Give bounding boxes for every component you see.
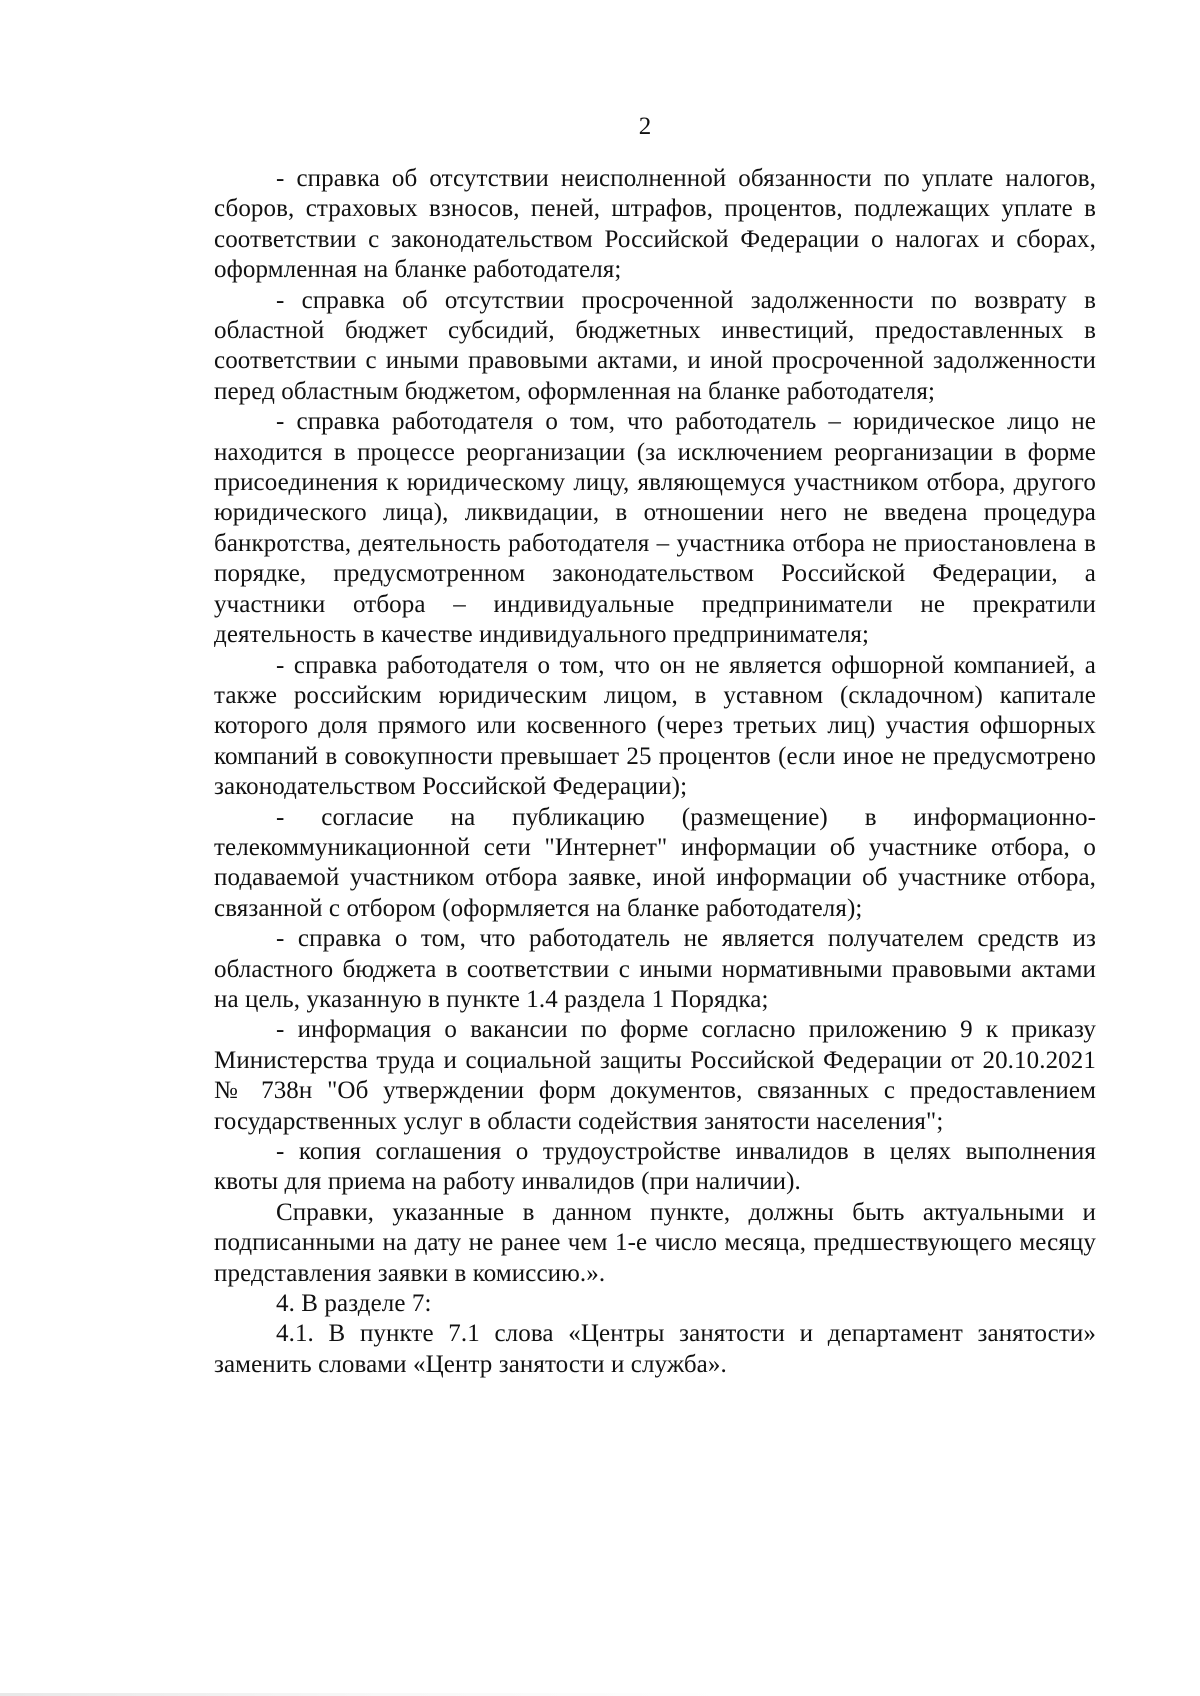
paragraph-publication-consent: - согласие на публикацию (размещение) в информационно-телекоммуникационной сети "Интернет" информации об участнике отбора, о подаваемой участником отбора заявке, иной информации об участнике отбора, связанной с отбором (оформляется на бланке работодателя);	[214, 803, 1096, 922]
paragraph-section-7-heading: 4. В разделе 7:	[276, 1290, 432, 1318]
paragraph-disabled-employment-agreement: - копия соглашения о трудоустройстве инвалидов в целях выполнения квоты для приема на работу инвалидов (при наличии).	[214, 1138, 1096, 1196]
paragraph-tax-certificate: - справка об отсутствии неисполненной обязанности по уплате налогов, сборов, страховых взносов, пеней, штрафов, процентов, подлежащих уплате в соответствии с законодательством Российской Федерации о налогах и сборах, оформленная на бланке работодателя;	[214, 165, 1096, 284]
paragraph-vacancy-information: - информация о вакансии по форме согласно приложению 9 к приказу Министерства труда и социальной защиты Российской Федерации от 20.10.2021 № 738н "Об утверждении форм документов, связанных с предоставлением государственных услуг в области содействия занятости населения";	[214, 1016, 1096, 1135]
paragraph-budget-funds-certificate: - справка о том, что работодатель не является получателем средств из областного бюджета в соответствии с иными нормативными правовыми актами на цель, указанную в пункте 1.4 раздела 1 Порядка;	[214, 925, 1096, 1013]
paragraph-debt-certificate: - справка об отсутствии просроченной задолженности по возврату в областной бюджет субсидий, бюджетных инвестиций, предоставленных в соответствии с иными правовыми актами, и иной просроченной задолженности перед областным бюджетом, оформленная на бланке работодателя;	[214, 286, 1096, 405]
document-body	[214, 164, 1096, 1380]
page-number: 2	[638, 113, 652, 140]
paragraph-reorganization-certificate: - справка работодателя о том, что работодатель – юридическое лицо не находится в процессе реорганизации (за исключением реорганизации в форме присоединения к юридическому лицу, являющемуся участником отбора, другого юридического лица), ликвидации, в отношении него не введена процедура банкротства, деятельность работодателя – участника отбора не приостановлена в порядке, предусмотренном законодательством Российской Федерации, а участники отбора – индивидуальные предприниматели не прекратили деятельность в качестве индивидуального предпринимателя;	[214, 408, 1096, 649]
paragraph-section-7-1-amendment: 4.1. В пункте 7.1 слова «Центры занятости и департамент занятости» заменить словами «Центр занятости и служба».	[214, 1320, 1096, 1378]
paragraph-certificates-validity: Справки, указанные в данном пункте, должны быть актуальными и подписанными на дату не ранее чем 1-е число месяца, предшествующего месяцу представления заявки в комиссию.».	[214, 1198, 1096, 1287]
paragraph-offshore-certificate: - справка работодателя о том, что он не является офшорной компанией, а также российским юридическим лицом, в уставном (складочном) капитале которого доля прямого или косвенного (через третьих лиц) участия офшорных компаний в совокупности превышает 25 процентов (если иное не предусмотрено законодательством Российской Федерации);	[214, 651, 1096, 801]
